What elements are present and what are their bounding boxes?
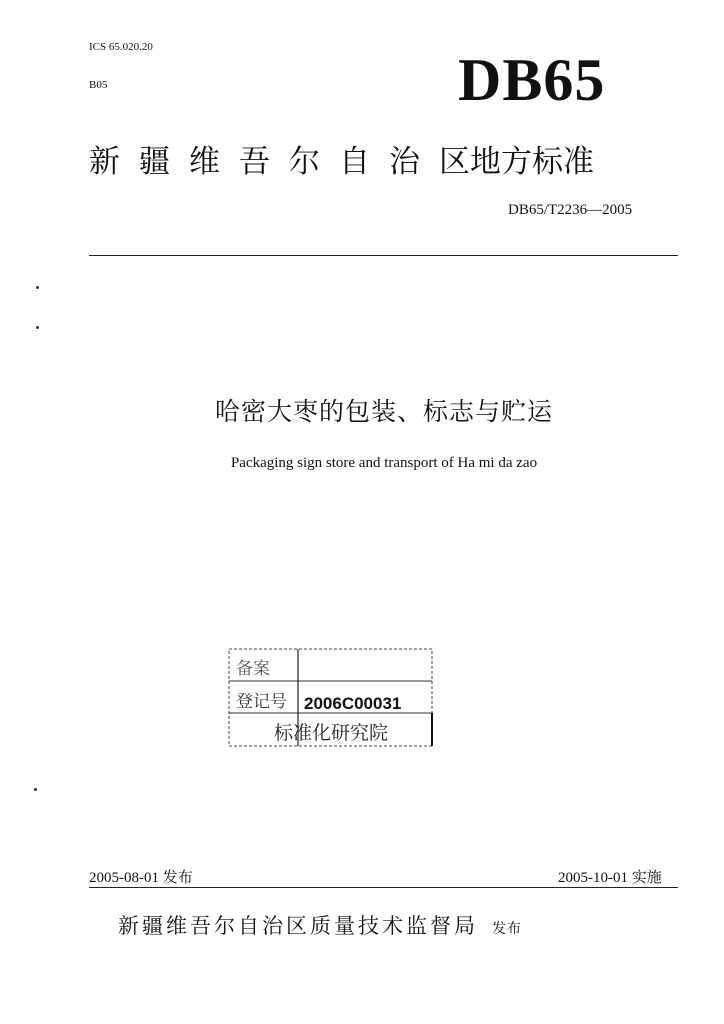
issuing-authority — [118, 910, 522, 940]
issue-date: 2005-08-01 发布 — [89, 870, 193, 886]
stamp-institute: 标准化研究院 — [274, 722, 389, 744]
ics-code: ICS 65.020.20 — [89, 41, 153, 53]
standard-type — [89, 136, 679, 181]
stamp-reg-number: 2006C00031 — [304, 694, 402, 713]
document-title-english: Packaging sign store and transport of Ha mi da zao — [230, 455, 538, 471]
scan-speck — [36, 286, 39, 289]
issuer-tag: 发布 — [492, 921, 522, 937]
stamp-row1: 备案 — [236, 659, 270, 679]
stamp-reg-label: 登记号 — [236, 692, 287, 712]
registration-stamp — [228, 647, 434, 748]
header-divider — [89, 255, 678, 256]
ccs-code: B05 — [89, 79, 108, 91]
scan-speck — [36, 326, 39, 329]
footer-divider — [89, 887, 678, 888]
standard-type-prefix: 新疆维吾尔自治 — [89, 144, 439, 180]
scan-speck — [34, 788, 37, 791]
issuer-name: 新疆维吾尔自治区质量技术监督局 — [118, 914, 478, 938]
standard-number: DB65/T2236—2005 — [508, 202, 633, 218]
implement-date: 2005-10-01 实施 — [558, 870, 662, 886]
standard-type-suffix: 区地方标准 — [439, 144, 594, 180]
standard-logo: DB65 — [458, 47, 606, 113]
document-title: 哈密大枣的包装、标志与贮运 — [214, 397, 553, 426]
